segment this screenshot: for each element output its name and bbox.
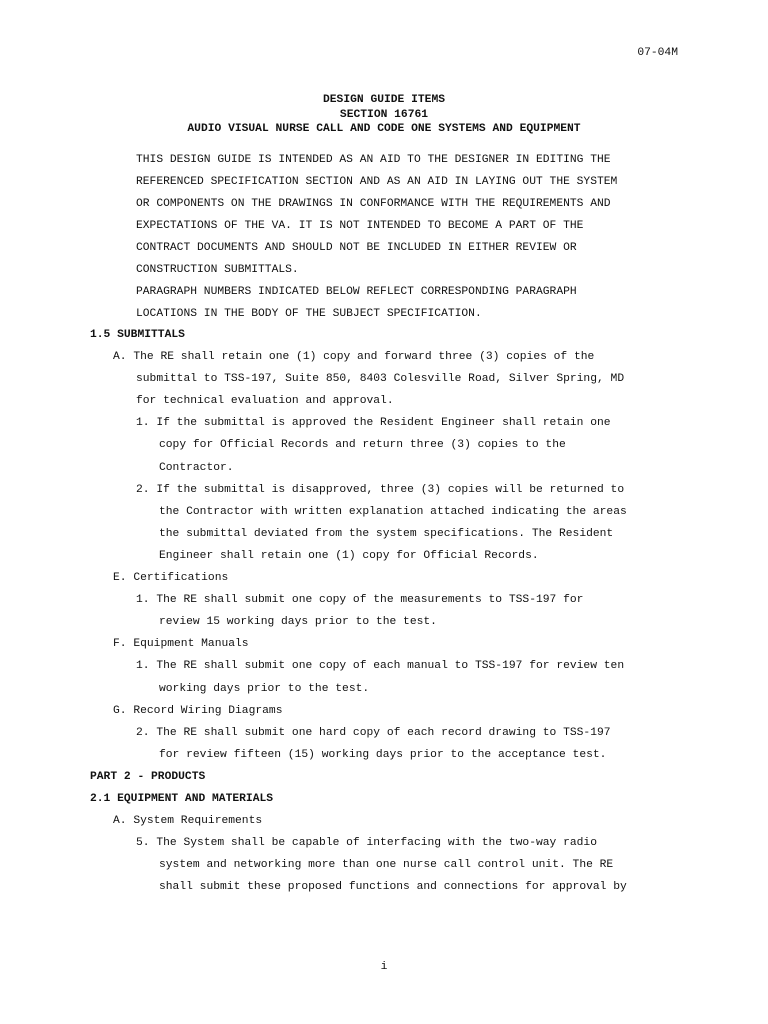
subitem-5: 5. The System shall be capable of interfacing with the two-way radio xyxy=(136,837,597,850)
subitem-1-continued: copy for Official Records and return three (3) copies to the xyxy=(159,439,566,452)
item-f: F. Equipment Manuals xyxy=(113,638,249,651)
section-heading-submittals: 1.5 SUBMITTALS xyxy=(90,329,185,341)
page-number: i xyxy=(380,961,388,973)
part-heading-products: PART 2 - PRODUCTS xyxy=(90,770,206,783)
title-line-2: SECTION 16761 xyxy=(339,108,429,121)
item-g: G. Record Wiring Diagrams xyxy=(113,704,283,717)
subitem-2-continued: Engineer shall retain one (1) copy for Official Records. xyxy=(159,549,539,562)
subitem-1-continued: working days prior to the test. xyxy=(159,682,370,695)
intro-line: REFERENCED SPECIFICATION SECTION AND AS AN AID IN LAYING OUT THE SYSTEM xyxy=(136,176,618,188)
intro-line: LOCATIONS IN THE BODY OF THE SUBJECT SPECIFICATION. xyxy=(136,308,482,320)
title-line-3: AUDIO VISUAL NURSE CALL AND CODE ONE SYSTEMS AND EQUIPMENT xyxy=(187,123,581,135)
subitem-2-continued: the Contractor with written explanation attached indicating the areas xyxy=(159,505,627,518)
subitem-2: 2. The RE shall submit one hard copy of each record drawing to TSS-197 xyxy=(136,726,611,739)
item-a: A. System Requirements xyxy=(113,815,263,828)
intro-line: PARAGRAPH NUMBERS INDICATED BELOW REFLECT CORRESPONDING PARAGRAPH xyxy=(136,286,577,298)
item-e: E. Certifications xyxy=(113,572,229,585)
subitem-1: 1. If the submittal is approved the Resident Engineer shall retain one xyxy=(136,417,611,430)
document-number: 07-04M xyxy=(637,47,678,59)
title-line-1: DESIGN GUIDE ITEMS xyxy=(322,94,446,106)
subitem-1-continued: Contractor. xyxy=(159,461,234,474)
item-a: A. The RE shall retain one (1) copy and forward three (3) copies of the xyxy=(113,351,595,364)
intro-line: CONSTRUCTION SUBMITTALS. xyxy=(136,264,299,276)
document-body xyxy=(0,324,768,898)
intro-line: OR COMPONENTS ON THE DRAWINGS IN CONFORMANCE WITH THE REQUIREMENTS AND xyxy=(136,198,611,210)
subitem-2-continued: for review fifteen (15) working days prior to the acceptance test. xyxy=(159,748,607,761)
subitem-2-continued: the submittal deviated from the system specifications. The Resident xyxy=(159,527,614,540)
subitem-5-continued: system and networking more than one nurse call control unit. The RE xyxy=(159,859,614,872)
intro-line: THIS DESIGN GUIDE IS INTENDED AS AN AID TO THE DESIGNER IN EDITING THE xyxy=(136,154,611,166)
intro-line: CONTRACT DOCUMENTS AND SHOULD NOT BE INCLUDED IN EITHER REVIEW OR xyxy=(136,242,577,254)
subitem-1: 1. The RE shall submit one copy of the measurements to TSS-197 for xyxy=(136,594,584,607)
subitem-1-continued: review 15 working days prior to the test. xyxy=(159,616,437,629)
section-heading-equipment: 2.1 EQUIPMENT AND MATERIALS xyxy=(90,792,274,805)
subitem-2: 2. If the submittal is disapproved, three (3) copies will be returned to xyxy=(136,483,625,496)
item-a-continued: for technical evaluation and approval. xyxy=(136,395,394,408)
item-a-continued: submittal to TSS-197, Suite 850, 8403 Colesville Road, Silver Spring, MD xyxy=(136,373,625,386)
intro-paragraph xyxy=(136,149,696,325)
title-block xyxy=(0,93,768,137)
subitem-5-continued: shall submit these proposed functions and connections for approval by xyxy=(159,881,627,894)
intro-line: EXPECTATIONS OF THE VA. IT IS NOT INTENDED TO BECOME A PART OF THE xyxy=(136,220,584,232)
subitem-1: 1. The RE shall submit one copy of each manual to TSS-197 for review ten xyxy=(136,660,625,673)
